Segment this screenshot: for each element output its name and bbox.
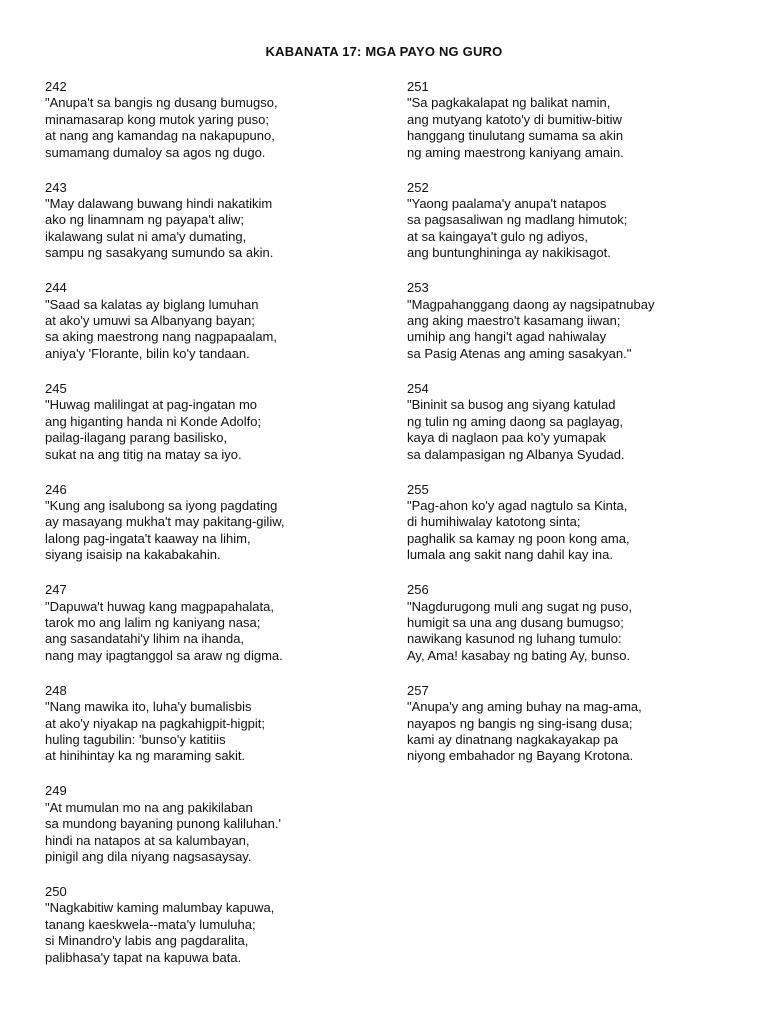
stanza-line: at sa kaingaya't gulo ng adiyos, <box>407 228 588 244</box>
page-title: KABANATA 17: MGA PAYO NG GURO <box>265 44 503 59</box>
stanza-line: "Pag-ahon ko'y agad nagtulo sa Kinta, <box>407 497 628 513</box>
stanza-line: "Nagdurugong muli ang sugat ng puso, <box>407 598 633 614</box>
stanza-line: paghalik sa kamay ng poon kong ama, <box>407 530 630 546</box>
stanza-line: niyong embahador ng Bayang Krotona. <box>407 748 634 764</box>
stanza <box>407 280 737 362</box>
stanza-number: 243 <box>45 179 67 195</box>
stanza-line: huling tagubilin: 'bunso'y katitiis <box>45 731 226 747</box>
left-column <box>45 79 385 985</box>
right-column <box>407 79 737 783</box>
stanza-line: sa aking maestrong nang nagpapaalam, <box>45 329 277 345</box>
stanza-line: tanang kaeskwela--mata'y lumuluha; <box>45 916 256 932</box>
stanza-line: sa dalampasigan ng Albanya Syudad. <box>407 446 625 462</box>
stanza-line: umihip ang hangi't agad nahiwalay <box>407 329 607 345</box>
stanza-line: "Magpahanggang daong ay nagsipatnubay <box>407 296 655 312</box>
stanza-line: sumamang dumaloy sa agos ng dugo. <box>45 144 266 160</box>
stanza-line: aniya'y 'Florante, bilin ko'y tandaan. <box>45 345 250 361</box>
stanza <box>407 482 737 564</box>
stanza-number: 255 <box>407 481 429 497</box>
stanza-line: nang may ipagtanggol sa araw ng digma. <box>45 647 283 663</box>
stanza-number: 246 <box>45 481 67 497</box>
stanza-line: "Nang mawika ito, luha'y bumalisbis <box>45 699 252 715</box>
stanza-line: ng tulin ng aming daong sa paglayag, <box>407 413 624 429</box>
stanza-line: si Minandro'y labis ang pagdaralita, <box>45 933 249 949</box>
stanza <box>407 381 737 463</box>
stanza-line: di humihiwalay katotong sinta; <box>407 514 581 530</box>
stanza-line: hanggang tinulutang sumama sa akin <box>407 128 624 144</box>
stanza-line: Ay, Ama! kasabay ng bating Ay, bunso. <box>407 647 631 663</box>
stanza <box>45 683 385 765</box>
stanza-line: kaya di naglaon paa ko'y yumapak <box>407 430 607 446</box>
stanza-line: at ako'y umuwi sa Albanyang bayan; <box>45 313 255 329</box>
stanza-line: nayapos ng bangis ng sing-isang dusa; <box>407 715 633 731</box>
stanza-line: "Anupa'y ang aming buhay na mag-ama, <box>407 699 642 715</box>
stanza <box>45 280 385 362</box>
stanza-number: 256 <box>407 582 429 598</box>
stanza-line: "Dapuwa't huwag kang magpapahalata, <box>45 598 274 614</box>
stanza-line: sukat na ang titig na matay sa iyo. <box>45 446 242 462</box>
stanza-number: 242 <box>45 79 67 94</box>
stanza-line: "Yaong paalama'y anupa't natapos <box>407 196 607 212</box>
stanza-line: tarok mo ang lalim ng kaniyang nasa; <box>45 614 261 630</box>
stanza-line: palibhasa'y tapat na kapuwa bata. <box>45 949 242 965</box>
stanza-line: ang aking maestro't kasamang iiwan; <box>407 313 621 329</box>
stanza-line: hindi na natapos at sa kalumbayan, <box>45 832 250 848</box>
stanza-line: ang mutyang katoto'y di bumitiw-bitiw <box>407 111 622 127</box>
stanza-line: at ako'y niyakap na pagkahigpit-higpit; <box>45 715 266 731</box>
stanza-line: "Kung ang isalubong sa iyong pagdating <box>45 497 278 513</box>
stanza-number: 247 <box>45 582 67 598</box>
stanza-line: "Sa pagkakalapat ng balikat namin, <box>407 95 611 111</box>
stanza-line: kami ay dinatnang nagkakayakap pa <box>407 731 619 747</box>
stanza-line: nawikang kasunod ng luhang tumulo: <box>407 631 622 647</box>
stanza-line: sa mundong bayaning punong kaliluhan.' <box>45 816 281 832</box>
stanza-number: 245 <box>45 380 67 396</box>
stanza-number: 254 <box>407 380 429 396</box>
stanza-line: "Bininit sa busog ang siyang katulad <box>407 397 616 413</box>
stanza-line: "Anupa't sa bangis ng dusang bumugso, <box>45 95 278 111</box>
stanza-line: "Nagkabitiw kaming malumbay kapuwa, <box>45 900 275 916</box>
stanza <box>45 783 385 865</box>
stanza-number: 248 <box>45 682 67 698</box>
stanza <box>407 180 737 262</box>
stanza-line: sa Pasig Atenas ang aming sasakyan." <box>407 345 632 361</box>
stanza-number: 252 <box>407 179 429 195</box>
stanza-line: ang higanting handa ni Konde Adolfo; <box>45 413 262 429</box>
stanza <box>45 482 385 564</box>
stanza-number: 249 <box>45 783 67 799</box>
stanza-number: 244 <box>45 280 67 296</box>
stanza-line: pailag-ilagang parang basilisko, <box>45 430 228 446</box>
stanza <box>45 582 385 664</box>
stanza-number: 257 <box>407 682 429 698</box>
stanza-line: ng aming maestrong kaniyang amain. <box>407 144 624 160</box>
stanza-line: at hinihintay ka ng maraming sakit. <box>45 748 246 764</box>
stanza-line: "Huwag malilingat at pag-ingatan mo <box>45 397 258 413</box>
stanza-number: 250 <box>45 884 67 899</box>
stanza-line: ang buntunghininga ay nakikisagot. <box>407 245 611 261</box>
stanza-number: 253 <box>407 280 429 296</box>
stanza-line: lalong pag-ingata't kaaway na lihim, <box>45 530 251 546</box>
stanza-number: 251 <box>407 79 429 94</box>
stanza <box>45 180 385 262</box>
stanza-line: ang sasandatahi'y lihim na ihanda, <box>45 631 245 647</box>
stanza-line: at nang ang kamandag na nakapupuno, <box>45 128 275 144</box>
stanza <box>45 381 385 463</box>
stanza-line: ako ng linamnam ng payapa't aliw; <box>45 212 245 228</box>
stanza <box>407 582 737 664</box>
stanza-line: minamasarap kong mutok yaring puso; <box>45 111 270 127</box>
stanza-line: sa pagsasaliwan ng madlang himutok; <box>407 212 628 228</box>
stanza <box>45 884 385 966</box>
stanza-line: ay masayang mukha't may pakitang-giliw, <box>45 514 285 530</box>
stanza <box>407 79 737 161</box>
stanza <box>407 683 737 765</box>
stanza-line: lumala ang sakit nang dahil kay ina. <box>407 547 613 563</box>
stanza-line: pinigil ang dila niyang nagsasaysay. <box>45 849 252 864</box>
stanza <box>45 79 385 161</box>
stanza-line: "May dalawang buwang hindi nakatikim <box>45 196 273 212</box>
stanza-line: siyang isaisip na kakabakahin. <box>45 547 221 563</box>
stanza-line: "At mumulan mo na ang pakikilaban <box>45 799 253 815</box>
stanza-line: ikalawang sulat ni ama'y dumating, <box>45 228 247 244</box>
stanza-line: sampu ng sasakyang sumundo sa akin. <box>45 245 274 261</box>
stanza-line: "Saad sa kalatas ay biglang lumuhan <box>45 296 259 312</box>
stanza-line: humigit sa una ang dusang bumugso; <box>407 614 624 630</box>
